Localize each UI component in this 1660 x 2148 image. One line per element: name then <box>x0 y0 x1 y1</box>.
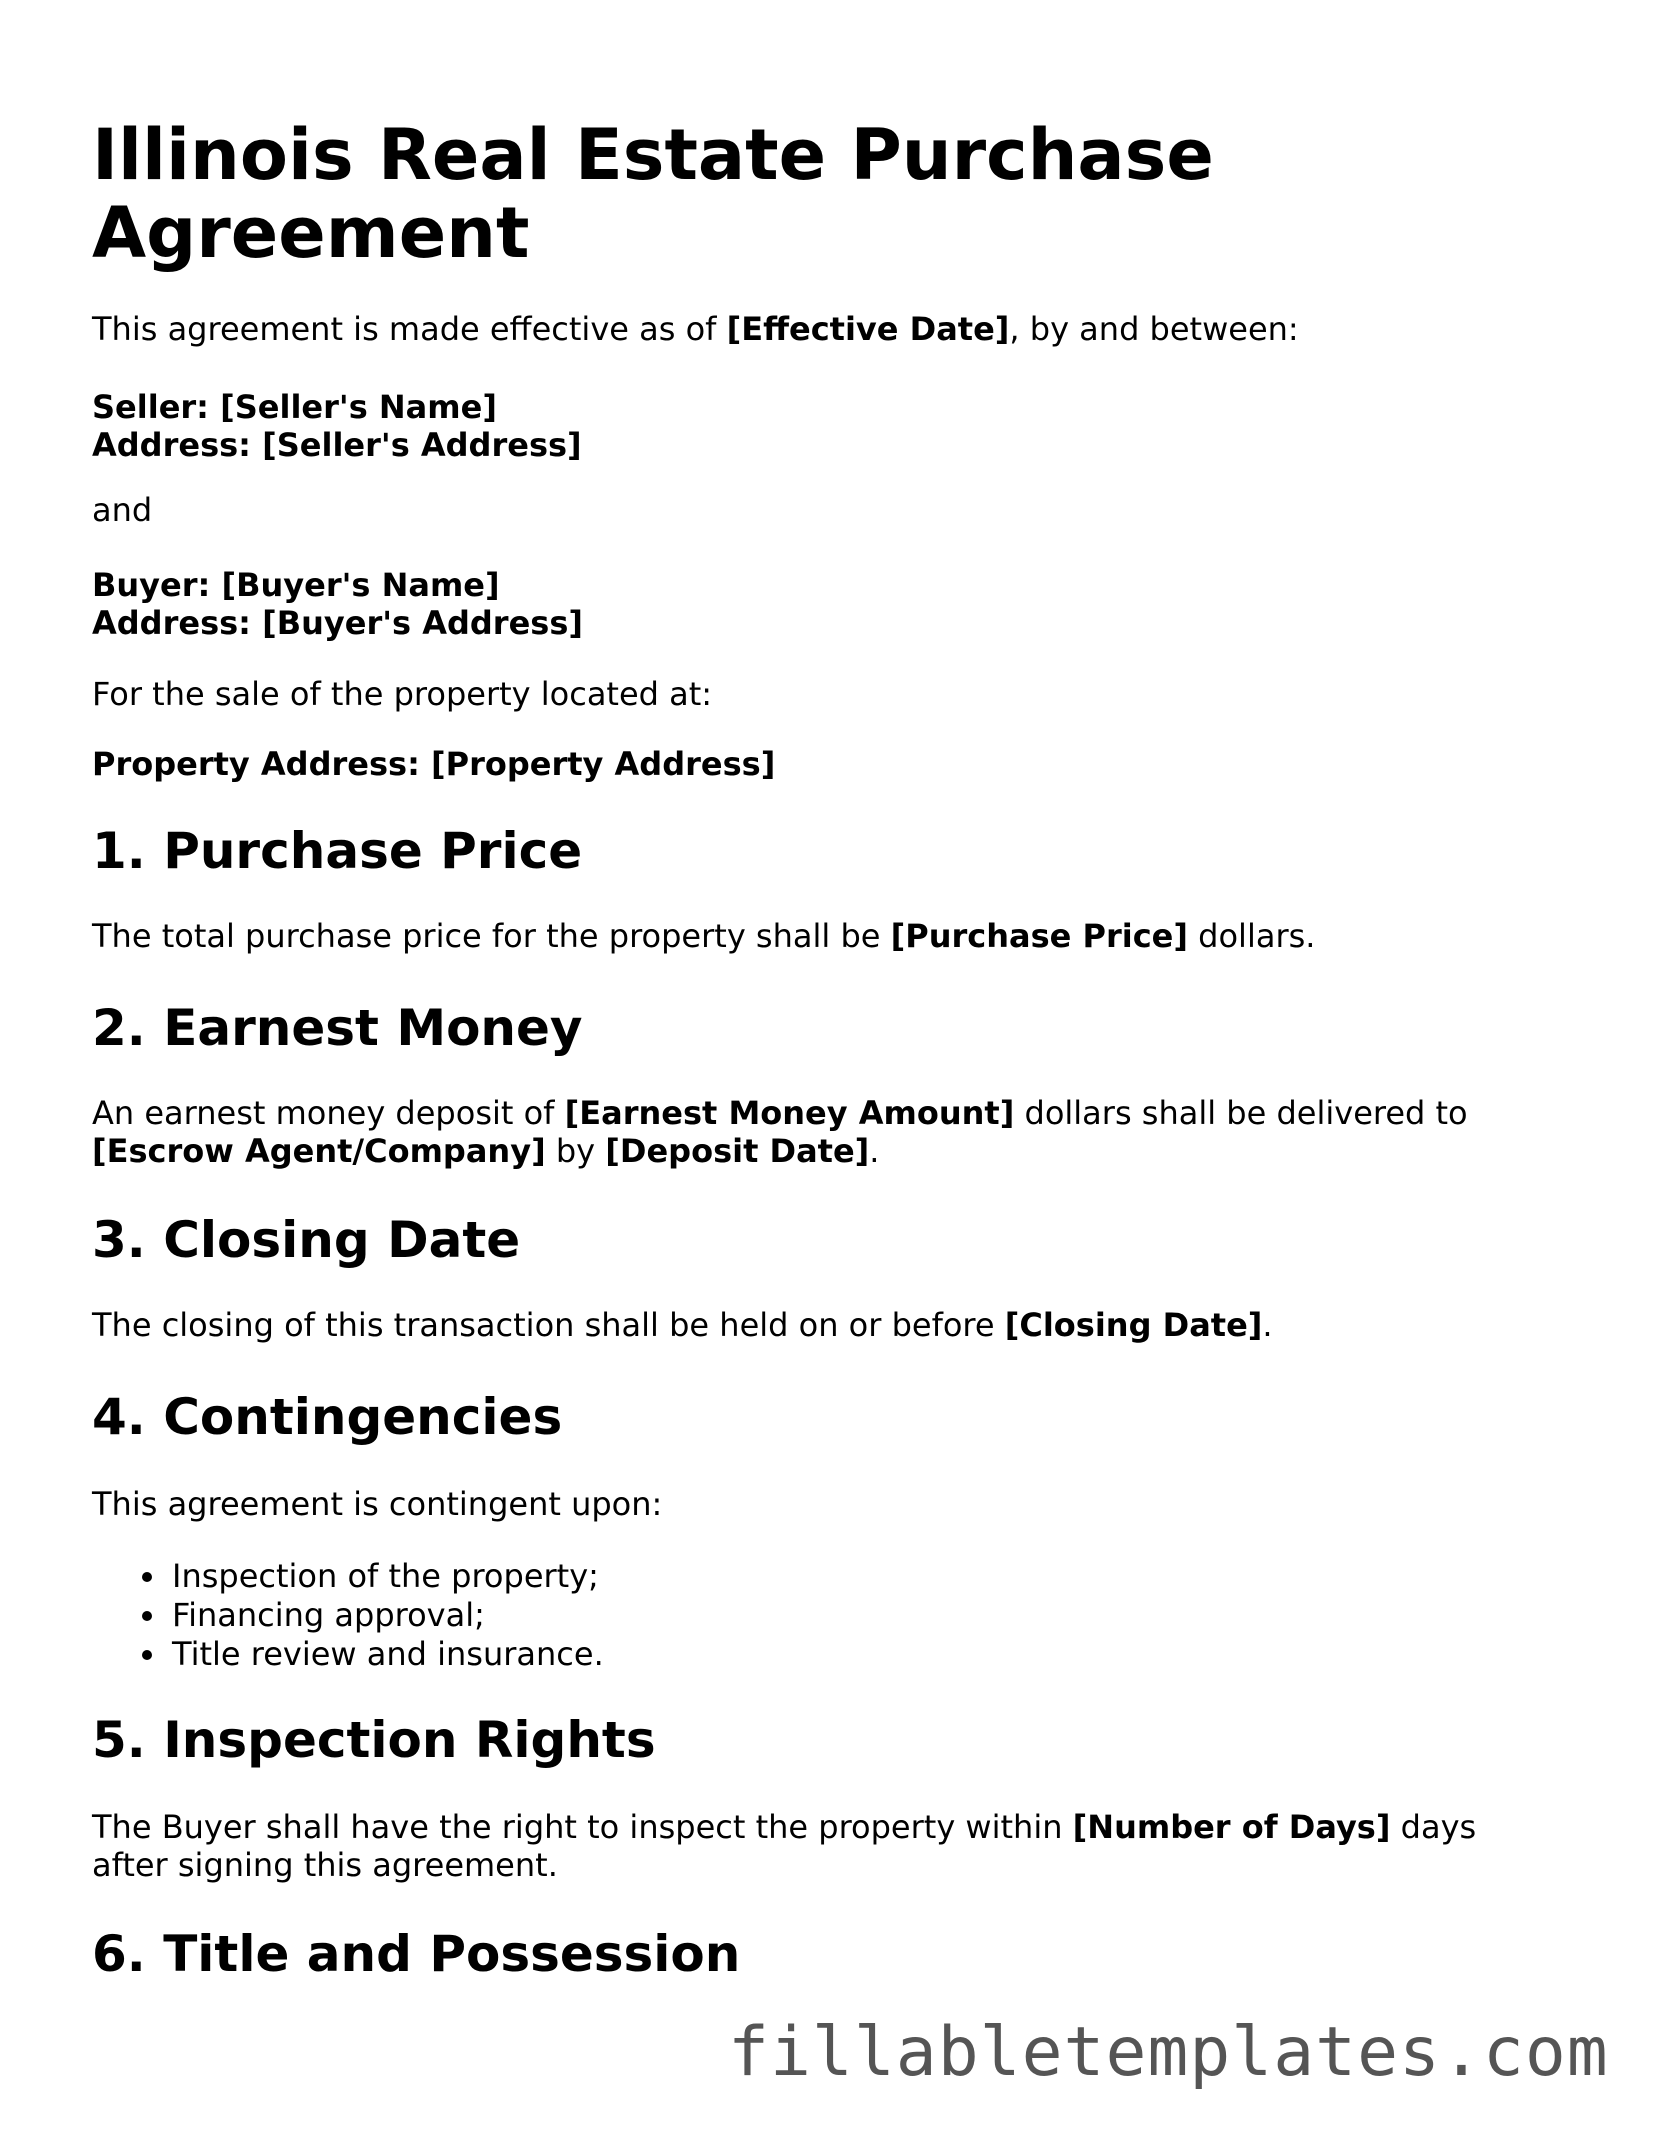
seller-name: Seller: [Seller's Name] <box>92 388 497 426</box>
inspection-line-1 <box>92 1808 1476 1846</box>
inspection-suffix: days <box>1390 1808 1477 1846</box>
earnest-prefix: An earnest money deposit of <box>92 1094 565 1132</box>
closing-date-field: [Closing Date] <box>1004 1306 1263 1344</box>
closing-suffix: . <box>1262 1306 1273 1344</box>
bullet-icon <box>142 1650 152 1660</box>
section-heading-contingencies: 4. Contingencies <box>92 1388 563 1446</box>
purchase-price-paragraph <box>92 917 1315 955</box>
earnest-middle: dollars shall be delivered to <box>1014 1094 1468 1132</box>
section-heading-closing-date: 3. Closing Date <box>92 1211 521 1269</box>
page-title: Illinois Real Estate Purchase Agreement <box>92 114 1214 274</box>
closing-prefix: The closing of this transaction shall be held on or before <box>92 1306 1005 1344</box>
list-item: Financing approval; <box>172 1596 604 1635</box>
purchase-price-field: [Purchase Price] <box>890 917 1188 955</box>
list-item: Inspection of the property; <box>172 1557 604 1596</box>
number-of-days-field: [Number of Days] <box>1072 1808 1391 1846</box>
inspection-prefix: The Buyer shall have the right to inspect the property within <box>92 1808 1073 1846</box>
property-address: Property Address: [Property Address] <box>92 745 776 783</box>
intro-prefix: This agreement is made effective as of <box>92 310 727 348</box>
and-text: and <box>92 491 153 529</box>
deposit-date-field: [Deposit Date] <box>605 1132 870 1170</box>
closing-date-paragraph <box>92 1306 1273 1344</box>
contingencies-intro: This agreement is contingent upon: <box>92 1485 663 1523</box>
purchase-price-suffix: dollars. <box>1187 917 1316 955</box>
section-heading-purchase-price: 1. Purchase Price <box>92 822 583 880</box>
intro-suffix: , by and between: <box>1009 310 1299 348</box>
watermark: fillabletemplates.com <box>728 2013 1609 2092</box>
contingencies-list <box>92 1557 604 1674</box>
effective-date-field: [Effective Date] <box>726 310 1010 348</box>
seller-address: Address: [Seller's Address] <box>92 426 582 464</box>
earnest-money-line-2 <box>92 1132 879 1170</box>
section-heading-title-possession: 6. Title and Possession <box>92 1925 741 1983</box>
bullet-icon <box>142 1611 152 1621</box>
earnest-amount-field: [Earnest Money Amount] <box>564 1094 1015 1132</box>
escrow-agent-field: [Escrow Agent/Company] <box>92 1132 546 1170</box>
earnest-money-line-1 <box>92 1094 1468 1132</box>
earnest-by: by <box>545 1132 606 1170</box>
section-heading-inspection-rights: 5. Inspection Rights <box>92 1711 656 1769</box>
property-intro: For the sale of the property located at: <box>92 675 713 713</box>
earnest-end: . <box>869 1132 880 1170</box>
buyer-address: Address: [Buyer's Address] <box>92 604 583 642</box>
buyer-name: Buyer: [Buyer's Name] <box>92 566 500 604</box>
purchase-price-prefix: The total purchase price for the property shall be <box>92 917 891 955</box>
list-item: Title review and insurance. <box>172 1635 604 1674</box>
inspection-line-2: after signing this agreement. <box>92 1846 558 1884</box>
intro-paragraph <box>92 310 1299 348</box>
bullet-icon <box>142 1572 152 1582</box>
section-heading-earnest-money: 2. Earnest Money <box>92 999 583 1057</box>
